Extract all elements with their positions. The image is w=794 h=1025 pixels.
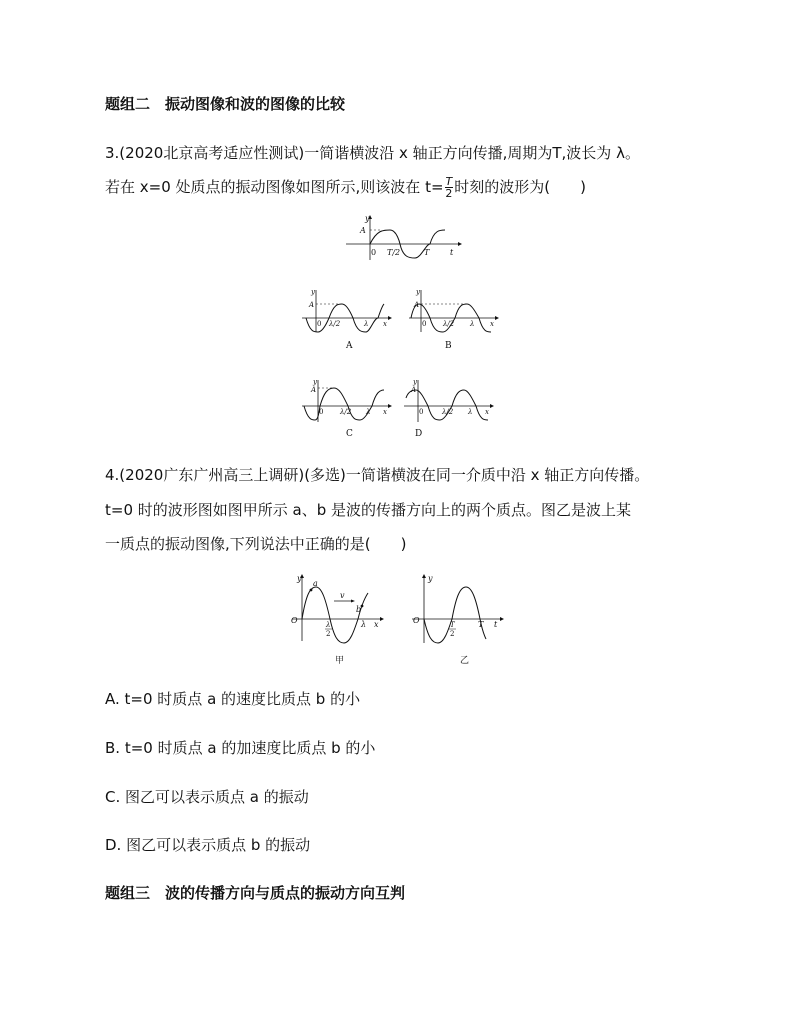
- lambda-label: λ: [361, 620, 367, 629]
- amplitude-label: A: [411, 386, 417, 394]
- half-lambda-den: 2: [326, 630, 331, 638]
- section-2-title: 题组二 振动图像和波的图像的比较: [105, 95, 346, 113]
- q4-vibration-graph-yi: [408, 573, 508, 668]
- tick-label: λ: [468, 408, 473, 416]
- axis-label-y: y: [297, 574, 302, 583]
- tick-label: λ/2: [443, 320, 455, 328]
- amplitude-label: A: [309, 301, 315, 309]
- amplitude-label: A: [360, 226, 366, 235]
- q4-wave-graph-jia: [288, 573, 388, 668]
- origin-label: O: [413, 616, 420, 625]
- option-label: B: [445, 341, 452, 351]
- axis-label-y: y: [313, 378, 317, 386]
- axis-label-x: x: [383, 408, 387, 416]
- q4-stem-line2: t=0 时的波形图如图甲所示 a、b 是波的传播方向上的两个质点。图乙是波上某: [105, 501, 632, 519]
- q3-option-d-graph: [400, 378, 495, 440]
- option-label: A: [346, 341, 353, 351]
- q4-choice-b: B. t=0 时质点 a 的加速度比质点 b 的小: [105, 739, 376, 757]
- half-period-den: 2: [450, 630, 455, 638]
- tick-label: λ/2: [329, 320, 341, 328]
- axis-label-x: x: [490, 320, 494, 328]
- axis-label-x: x: [485, 408, 489, 416]
- q3-stem-line2-before: 若在 x=0 处质点的振动图像如图所示,则该波在 t=: [105, 178, 444, 196]
- axis-label-y: y: [416, 288, 420, 296]
- figure-caption-yi: 乙: [460, 656, 470, 666]
- origin-label: O: [291, 616, 298, 625]
- period-label: T: [478, 620, 484, 629]
- q3-vibration-graph: [340, 214, 465, 264]
- axis-label-y: y: [428, 574, 433, 583]
- origin-label: 0: [319, 408, 324, 416]
- axis-label-t: t: [494, 620, 498, 629]
- axis-label-x: x: [374, 620, 379, 629]
- q4-choice-d: D. 图乙可以表示质点 b 的振动: [105, 836, 311, 854]
- tick-label: λ/2: [442, 408, 454, 416]
- tick-label: λ: [470, 320, 475, 328]
- q3-option-b-graph: [405, 288, 500, 350]
- point-a-label: a: [313, 579, 318, 588]
- amplitude-label: A: [414, 301, 420, 309]
- tick-label: T/2: [387, 248, 401, 257]
- option-label: D: [415, 429, 423, 439]
- velocity-label: v: [340, 591, 345, 600]
- origin-label: 0: [419, 408, 424, 416]
- q3-stem-line2-after: 时刻的波形为( ): [454, 178, 586, 196]
- wave-curve: [302, 587, 368, 643]
- q3-stem-line1: 3.(2020北京高考适应性测试)一简谐横波沿 x 轴正方向传播,周期为T,波长为 λ。: [105, 144, 640, 162]
- half-lambda-num: λ: [326, 621, 331, 629]
- amplitude-label: A: [311, 386, 317, 394]
- axis-label-y: y: [365, 214, 370, 223]
- tick-label: λ: [366, 408, 371, 416]
- axis-label-y: y: [311, 288, 315, 296]
- axis-label-y: y: [413, 378, 417, 386]
- q4-stem-line3: 一质点的振动图像,下列说法中正确的是( ): [105, 535, 407, 553]
- q4-stem-line1: 4.(2020广东广州高三上调研)(多选)一简谐横波在同一介质中沿 x 轴正方向传播。: [105, 466, 650, 484]
- section-3-title: 题组三 波的传播方向与质点的振动方向互判: [105, 884, 406, 902]
- velocity-arrow: [351, 600, 355, 603]
- origin-label: 0: [371, 248, 377, 257]
- q4-choice-c: C. 图乙可以表示质点 a 的振动: [105, 788, 309, 806]
- point-b-label: b: [356, 605, 362, 614]
- figure-caption-jia: 甲: [335, 656, 345, 666]
- half-period-num: T: [450, 621, 455, 629]
- q4-choice-a: A. t=0 时质点 a 的速度比质点 b 的小: [105, 690, 361, 708]
- axis-label-t: t: [450, 248, 454, 257]
- tick-label: T: [424, 248, 430, 257]
- q3-option-a-graph: [298, 288, 393, 350]
- q3-option-c-graph: [298, 378, 393, 440]
- option-label: C: [346, 429, 353, 439]
- tick-label: λ/2: [340, 408, 352, 416]
- vibration-curve: [424, 587, 486, 643]
- tick-label: λ: [364, 320, 369, 328]
- t-half-fraction: $\frac{T}{2}$: [445, 175, 453, 200]
- axis-label-x: x: [383, 320, 387, 328]
- q3-stem-line2: [105, 176, 586, 199]
- point-a: [310, 589, 313, 592]
- origin-label: 0: [317, 320, 322, 328]
- origin-label: 0: [422, 320, 427, 328]
